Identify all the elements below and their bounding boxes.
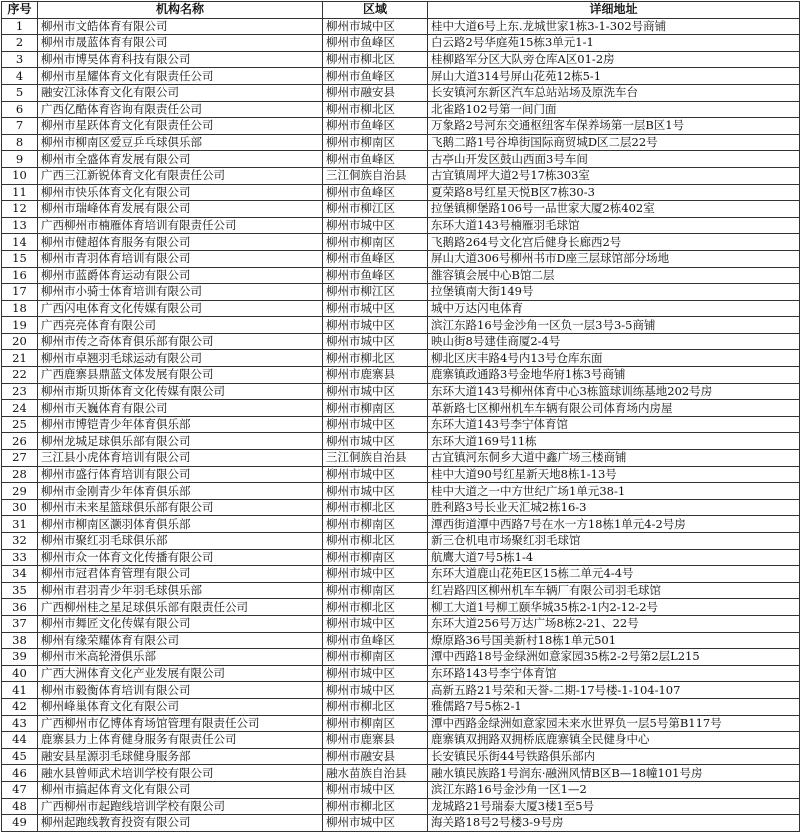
address: 潭中西路金绿洲如意家园未来水世界负一层5号第B117号 <box>428 715 800 732</box>
row-index: 29 <box>2 483 38 500</box>
region: 柳州市鱼峰区 <box>323 151 428 168</box>
table-row <box>2 433 800 450</box>
row-index: 34 <box>2 566 38 583</box>
region: 柳州市柳北区 <box>323 533 428 550</box>
table-row <box>2 134 800 151</box>
header-name: 机构名称 <box>38 2 323 19</box>
table-row <box>2 267 800 284</box>
address: 新三仓机电市场聚红羽毛球馆 <box>428 533 800 550</box>
region: 三江侗族自治县 <box>323 450 428 467</box>
region: 柳州市城中区 <box>323 483 428 500</box>
institution-name: 柳州市博铠青少年体育俱乐部 <box>38 416 323 433</box>
row-index: 4 <box>2 68 38 85</box>
table-row <box>2 466 800 483</box>
institution-name: 广西柳州桂之星足球俱乐部有限责任公司 <box>38 599 323 616</box>
institution-name: 广西闪电体育文化传媒有限公司 <box>38 300 323 317</box>
address: 航鹰大道7号5栋1-4 <box>428 549 800 566</box>
institution-name: 广西三江新锐体育文化有限责任公司 <box>38 167 323 184</box>
row-index: 15 <box>2 250 38 267</box>
institution-name: 柳州市柳南区灏羽体育俱乐部 <box>38 516 323 533</box>
table-row <box>2 167 800 184</box>
institution-name: 柳州市星跃体育文化有限责任公司 <box>38 118 323 135</box>
address: 桂中大道之一中方世纪广场1单元38-1 <box>428 483 800 500</box>
address: 龙城路21号瑞泰大厦3楼1至5号 <box>428 798 800 815</box>
header-index: 序号 <box>2 2 38 19</box>
region: 柳州市城中区 <box>323 217 428 234</box>
region: 柳州市城中区 <box>323 682 428 699</box>
address: 燎原路36号国美新村18栋1单元501 <box>428 632 800 649</box>
region: 柳州市柳南区 <box>323 649 428 666</box>
row-index: 45 <box>2 748 38 765</box>
table-row <box>2 599 800 616</box>
row-index: 30 <box>2 499 38 516</box>
row-index: 32 <box>2 533 38 550</box>
row-index: 6 <box>2 101 38 118</box>
row-index: 19 <box>2 317 38 334</box>
row-index: 9 <box>2 151 38 168</box>
address: 拉堡镇南大街149号 <box>428 284 800 301</box>
table-row <box>2 765 800 782</box>
region: 柳州市柳江区 <box>323 201 428 218</box>
row-index: 25 <box>2 416 38 433</box>
region: 柳州市鱼峰区 <box>323 267 428 284</box>
region: 柳州市融安县 <box>323 748 428 765</box>
institution-name: 柳州起跑线教育投资有限公司 <box>38 815 323 832</box>
address: 雒容镇会展中心B馆二层 <box>428 267 800 284</box>
institution-name: 柳州市众一体育文化传播有限公司 <box>38 549 323 566</box>
row-index: 16 <box>2 267 38 284</box>
region: 柳州市柳南区 <box>323 134 428 151</box>
institution-name: 鹿寨县力上体育健身服务有限责任公司 <box>38 732 323 749</box>
table-row <box>2 68 800 85</box>
region: 柳州市城中区 <box>323 433 428 450</box>
institution-name: 柳州市斯贝斯体育文化传媒有限公司 <box>38 383 323 400</box>
institution-name: 广西柳州市亿博体育场馆管理有限责任公司 <box>38 715 323 732</box>
address: 革新路七区柳州机车车辆有限公司体育场内房屋 <box>428 400 800 417</box>
table-row <box>2 649 800 666</box>
address: 东环大道143号李宁体育馆 <box>428 416 800 433</box>
region: 柳州市鹿寨县 <box>323 367 428 384</box>
institution-name: 广西亮亮体育有限公司 <box>38 317 323 334</box>
row-index: 31 <box>2 516 38 533</box>
row-index: 10 <box>2 167 38 184</box>
institution-name: 广西亿酷体育咨询有限责任公司 <box>38 101 323 118</box>
region: 柳州市城中区 <box>323 815 428 832</box>
row-index: 42 <box>2 698 38 715</box>
address: 鹿寨镇政通路3号金地华府1栋3号商铺 <box>428 367 800 384</box>
table-row <box>2 732 800 749</box>
address: 长安镇河东新区汽车总站站场及原洗车台 <box>428 84 800 101</box>
row-index: 23 <box>2 383 38 400</box>
row-index: 37 <box>2 615 38 632</box>
institution-name: 柳州市未来星篮球俱乐部有限公司 <box>38 499 323 516</box>
header-region: 区域 <box>323 2 428 19</box>
address: 鹿寨镇双拥路双拥桥底鹿寨镇全民健身中心 <box>428 732 800 749</box>
institution-name: 柳州市毅衡体育培训有限公司 <box>38 682 323 699</box>
table-row <box>2 698 800 715</box>
address: 潭西街道潭中西路7号在水一方18栋1单元4-2号房 <box>428 516 800 533</box>
row-index: 44 <box>2 732 38 749</box>
region: 柳州市柳北区 <box>323 51 428 68</box>
region: 柳州市城中区 <box>323 333 428 350</box>
row-index: 20 <box>2 333 38 350</box>
region: 柳州市鱼峰区 <box>323 184 428 201</box>
region: 柳州市城中区 <box>323 781 428 798</box>
row-index: 38 <box>2 632 38 649</box>
institution-name: 柳州市金刚青少年体育俱乐部 <box>38 483 323 500</box>
region: 柳州市柳北区 <box>323 101 428 118</box>
address: 胜利路3号长业天汇城2栋16-3 <box>428 499 800 516</box>
institution-name: 柳州市冠君体育管理有限公司 <box>38 566 323 583</box>
table-row <box>2 715 800 732</box>
address: 东环大道256号万达广场8栋2-21、22号 <box>428 615 800 632</box>
institution-name: 柳州市传之奇体育俱乐部有限公司 <box>38 333 323 350</box>
row-index: 49 <box>2 815 38 832</box>
address: 融水镇民族路1号润东·融洲风情B区B—18幢101号房 <box>428 765 800 782</box>
region: 柳州市鱼峰区 <box>323 35 428 52</box>
address: 城中万达闪电体育 <box>428 300 800 317</box>
table-row <box>2 781 800 798</box>
institution-name: 柳州有缘荣耀体育有限公司 <box>38 632 323 649</box>
row-index: 11 <box>2 184 38 201</box>
table-row <box>2 483 800 500</box>
address: 拉堡镇柳堡路106号一品世家大厦2栋402室 <box>428 201 800 218</box>
address: 雅儒路7号5栋2-1 <box>428 698 800 715</box>
table-row <box>2 317 800 334</box>
institution-name: 广西柳州市起跑线培训学校有限公司 <box>38 798 323 815</box>
region: 柳州市柳南区 <box>323 234 428 251</box>
table-row <box>2 51 800 68</box>
region: 柳州市柳北区 <box>323 350 428 367</box>
address: 古亭山开发区鼓山西面3号车间 <box>428 151 800 168</box>
region: 柳州市柳北区 <box>323 798 428 815</box>
region: 柳州市鱼峰区 <box>323 68 428 85</box>
table-row <box>2 18 800 35</box>
row-index: 22 <box>2 367 38 384</box>
institution-table <box>1 1 800 832</box>
address: 桂柳路军分区大队旁仓库A区01-2房 <box>428 51 800 68</box>
institution-name: 柳州市瑞峰体育发展有限公司 <box>38 201 323 218</box>
row-index: 7 <box>2 118 38 135</box>
table-row <box>2 450 800 467</box>
row-index: 35 <box>2 582 38 599</box>
address: 东环大道143号楠雁羽毛球馆 <box>428 217 800 234</box>
table-row <box>2 632 800 649</box>
row-index: 46 <box>2 765 38 782</box>
institution-name: 融安县星源羽毛球健身服务部 <box>38 748 323 765</box>
table-row <box>2 416 800 433</box>
region: 柳州市柳北区 <box>323 499 428 516</box>
region: 柳州市柳南区 <box>323 549 428 566</box>
address: 滨江东路16号金沙角一区负一层3号3-5商铺 <box>428 317 800 334</box>
region: 柳州市柳南区 <box>323 400 428 417</box>
row-index: 43 <box>2 715 38 732</box>
institution-name: 广西鹿寨县鼎蓝文体发展有限公司 <box>38 367 323 384</box>
institution-name: 融水县曾师武术培训学校有限公司 <box>38 765 323 782</box>
address: 白云路2号华庭苑15栋3单元1-1 <box>428 35 800 52</box>
address: 东环路143号李宁体育馆 <box>428 665 800 682</box>
institution-name: 柳州市君羽青少年羽毛球俱乐部 <box>38 582 323 599</box>
address: 桂中大道6号上东.龙城世家1栋3-1-302号商铺 <box>428 18 800 35</box>
address: 东环大道鹿山花苑E区15栋二单元4-4号 <box>428 566 800 583</box>
address: 映山街8号建佳商厦2-4号 <box>428 333 800 350</box>
row-index: 12 <box>2 201 38 218</box>
table-row <box>2 566 800 583</box>
address: 高新五路21号荣和天誉-二期-17号楼-1-104-107 <box>428 682 800 699</box>
address: 柳北区庆丰路4号内13号仓库东面 <box>428 350 800 367</box>
region: 柳州市城中区 <box>323 300 428 317</box>
region: 柳州市鹿寨县 <box>323 732 428 749</box>
institution-name: 柳州市搞起体育文化有限公司 <box>38 781 323 798</box>
institution-name: 柳州市卓翘羽毛球运动有限公司 <box>38 350 323 367</box>
institution-name: 柳州市小骑士体育培训有限公司 <box>38 284 323 301</box>
table-row <box>2 84 800 101</box>
region: 柳州市柳南区 <box>323 715 428 732</box>
table-row <box>2 101 800 118</box>
institution-name: 柳州市星耀体育文化有限责任公司 <box>38 68 323 85</box>
row-index: 33 <box>2 549 38 566</box>
table-row <box>2 300 800 317</box>
institution-name: 柳州市全盛体育发展有限公司 <box>38 151 323 168</box>
region: 柳州市城中区 <box>323 566 428 583</box>
region: 柳州市鱼峰区 <box>323 632 428 649</box>
table-row <box>2 549 800 566</box>
table-row <box>2 615 800 632</box>
institution-name: 柳州市青羽体育培训有限公司 <box>38 250 323 267</box>
row-index: 48 <box>2 798 38 815</box>
address: 屏山大道306号柳州书市D座三层球馆部分场地 <box>428 250 800 267</box>
address: 飞鹅路264号文化宫后健身长廊西2号 <box>428 234 800 251</box>
region: 柳州市城中区 <box>323 317 428 334</box>
table-row <box>2 217 800 234</box>
region: 柳州市城中区 <box>323 383 428 400</box>
address: 飞鹅二路1号谷埠街国际商贸城D区二层22号 <box>428 134 800 151</box>
table-row <box>2 682 800 699</box>
institution-name: 三江县小虎体育培训有限公司 <box>38 450 323 467</box>
table-row <box>2 250 800 267</box>
table-header-row <box>2 2 800 19</box>
table-row <box>2 499 800 516</box>
table-row <box>2 367 800 384</box>
address: 东环大道169号11栋 <box>428 433 800 450</box>
table-row <box>2 184 800 201</box>
institution-name: 柳州市晟蓝体育有限公司 <box>38 35 323 52</box>
address: 古宜镇河东侗乡大道中鑫广场三楼商铺 <box>428 450 800 467</box>
region: 柳州市城中区 <box>323 615 428 632</box>
region: 柳州市融安县 <box>323 84 428 101</box>
row-index: 18 <box>2 300 38 317</box>
table-body <box>2 18 800 831</box>
institution-name: 柳州市健超体育服务有限公司 <box>38 234 323 251</box>
institution-name: 柳州市快乐体育文化有限公司 <box>38 184 323 201</box>
address: 海关路18号2号楼3-9号房 <box>428 815 800 832</box>
row-index: 39 <box>2 649 38 666</box>
institution-name: 柳州市盛行体育培训有限公司 <box>38 466 323 483</box>
institution-name: 柳州市蓝爵体育运动有限公司 <box>38 267 323 284</box>
institution-name: 柳州市米高轮滑俱乐部 <box>38 649 323 666</box>
table-row <box>2 533 800 550</box>
address: 桂中大道90号红星新天地8栋1-13号 <box>428 466 800 483</box>
institution-name: 柳州市文皓体育有限公司 <box>38 18 323 35</box>
table-row <box>2 118 800 135</box>
header-address: 详细地址 <box>428 2 800 19</box>
row-index: 13 <box>2 217 38 234</box>
institution-name: 柳州市天巍体育有限公司 <box>38 400 323 417</box>
institution-name: 柳州龙城足球俱乐部有限公司 <box>38 433 323 450</box>
row-index: 2 <box>2 35 38 52</box>
institution-name: 柳州市聚红羽毛球俱乐部 <box>38 533 323 550</box>
table-row <box>2 383 800 400</box>
table-row <box>2 665 800 682</box>
row-index: 47 <box>2 781 38 798</box>
region: 柳州市柳北区 <box>323 599 428 616</box>
institution-name: 广西柳州市楠雁体育培训有限责任公司 <box>38 217 323 234</box>
region: 融水苗族自治县 <box>323 765 428 782</box>
institution-name: 柳州市舞匠文化传媒有限公司 <box>38 615 323 632</box>
row-index: 27 <box>2 450 38 467</box>
address: 长安镇民乐街44号铁路俱乐部内 <box>428 748 800 765</box>
row-index: 8 <box>2 134 38 151</box>
institution-name: 柳州市柳南区爱豆乒乓球俱乐部 <box>38 134 323 151</box>
table-row <box>2 400 800 417</box>
address: 东环大道143号柳州体育中心3栋篮球训练基地202号房 <box>428 383 800 400</box>
region: 三江侗族自治县 <box>323 167 428 184</box>
region: 柳州市鱼峰区 <box>323 250 428 267</box>
row-index: 26 <box>2 433 38 450</box>
institution-name: 融安江泳体育文化有限公司 <box>38 84 323 101</box>
address: 柳工大道1号柳工颐华城35栋2-1内2-12-2号 <box>428 599 800 616</box>
institution-name: 柳州市博昊体育科技有限公司 <box>38 51 323 68</box>
row-index: 41 <box>2 682 38 699</box>
address: 万象路2号河东交通枢纽客车保养场第一层B区1号 <box>428 118 800 135</box>
row-index: 1 <box>2 18 38 35</box>
row-index: 5 <box>2 84 38 101</box>
region: 柳州市柳南区 <box>323 582 428 599</box>
region: 柳州市柳南区 <box>323 516 428 533</box>
row-index: 21 <box>2 350 38 367</box>
region: 柳州市鱼峰区 <box>323 118 428 135</box>
row-index: 17 <box>2 284 38 301</box>
row-index: 24 <box>2 400 38 417</box>
table-row <box>2 35 800 52</box>
table-row <box>2 151 800 168</box>
address: 古宜镇周坪大道2号17栋303室 <box>428 167 800 184</box>
institution-name: 广西大洲体育文化产业发展有限公司 <box>38 665 323 682</box>
table-row <box>2 284 800 301</box>
region: 柳州市柳江区 <box>323 284 428 301</box>
address: 滨江东路16号金沙角一区1—2 <box>428 781 800 798</box>
row-index: 36 <box>2 599 38 616</box>
region: 柳州市城中区 <box>323 466 428 483</box>
address: 北雀路102号第一间门面 <box>428 101 800 118</box>
table-row <box>2 815 800 832</box>
row-index: 28 <box>2 466 38 483</box>
address: 潭中西路18号金绿洲如意家园35栋2-2号第2层L215 <box>428 649 800 666</box>
table-row <box>2 582 800 599</box>
table-row <box>2 748 800 765</box>
address: 夏荣路8号红星天悦B区7栋30-3 <box>428 184 800 201</box>
table-row <box>2 798 800 815</box>
table-row <box>2 234 800 251</box>
table-row <box>2 201 800 218</box>
institution-name: 柳州峰巢体育文化有限公司 <box>38 698 323 715</box>
table-row <box>2 350 800 367</box>
region: 柳州市城中区 <box>323 665 428 682</box>
row-index: 14 <box>2 234 38 251</box>
region: 柳州市柳北区 <box>323 698 428 715</box>
region: 柳州市城中区 <box>323 416 428 433</box>
address: 屏山大道314号屏山花苑12栋5-1 <box>428 68 800 85</box>
row-index: 3 <box>2 51 38 68</box>
address: 红岩路四区柳州机车车辆厂有限公司羽毛球馆 <box>428 582 800 599</box>
table-row <box>2 333 800 350</box>
table-row <box>2 516 800 533</box>
row-index: 40 <box>2 665 38 682</box>
region: 柳州市城中区 <box>323 18 428 35</box>
